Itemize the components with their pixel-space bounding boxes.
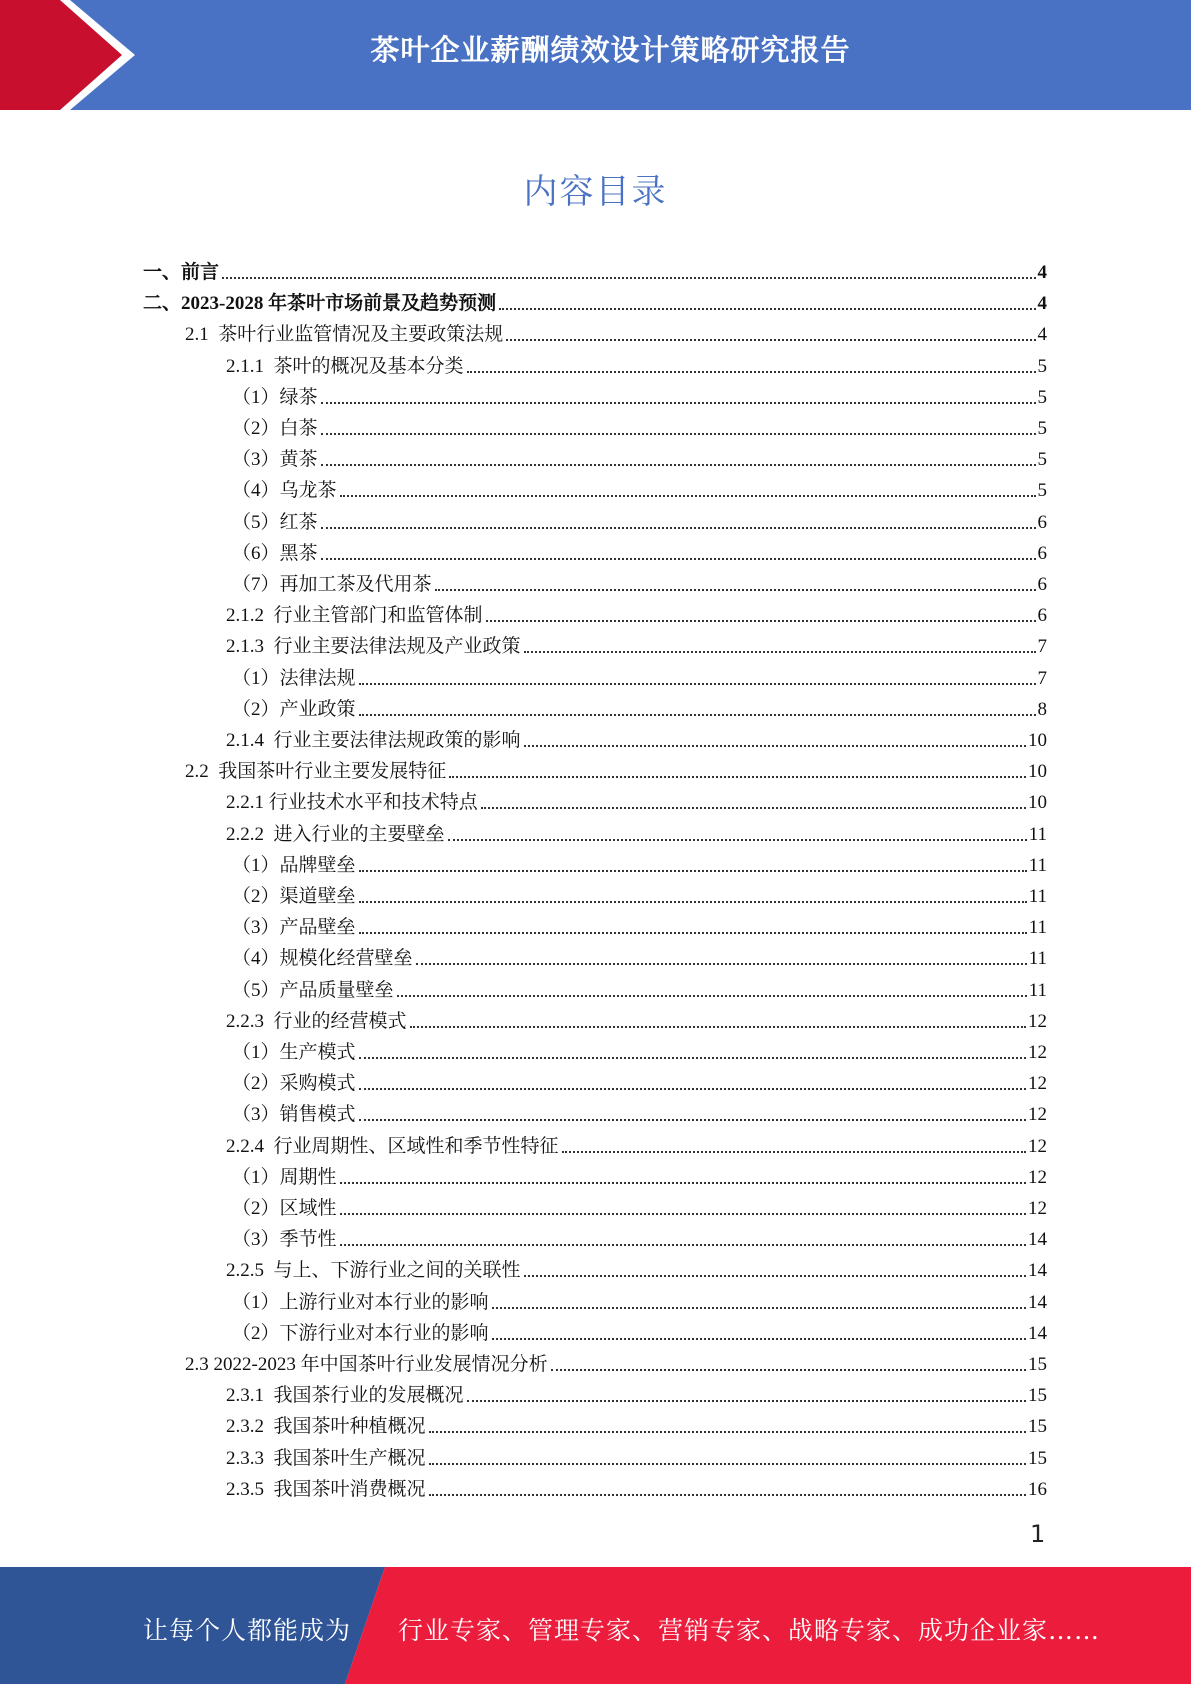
toc-entry-page: 10: [1028, 730, 1047, 751]
toc-dot-leader: [222, 277, 1035, 279]
toc-entry[interactable]: [232, 660, 1047, 691]
toc-entry-page: 14: [1028, 1229, 1047, 1251]
toc-entry-page: 11: [1028, 979, 1047, 1001]
toc-dot-leader: [492, 1307, 1026, 1309]
toc-entry-page: 12: [1028, 1135, 1047, 1157]
toc-entry-page: 15: [1028, 1416, 1047, 1438]
toc-entry-page: 4: [1037, 293, 1047, 315]
toc-entry[interactable]: [232, 909, 1047, 940]
toc-dot-leader: [359, 870, 1027, 872]
toc-entry-page: 4: [1037, 262, 1047, 283]
toc-entry[interactable]: [226, 722, 1047, 753]
toc-entry[interactable]: [232, 1284, 1047, 1315]
toc-entry-label: 2.2.2 进入行业的主要壁垒: [226, 823, 445, 845]
toc-entry-label: （5）产品质量壁垒: [232, 979, 394, 1001]
toc-entry-label: 2.3.5 我国茶叶消费概况: [226, 1478, 426, 1500]
toc-entry[interactable]: [226, 597, 1047, 628]
report-title: 茶叶企业薪酬绩效设计策略研究报告: [370, 33, 851, 67]
toc-dot-leader: [551, 1369, 1026, 1371]
toc-entry-page: 12: [1028, 1010, 1047, 1032]
toc-entry-page: 12: [1028, 1104, 1047, 1126]
toc-entry[interactable]: [226, 784, 1047, 815]
toc-dot-leader: [340, 495, 1036, 497]
toc-entry-page: 6: [1037, 605, 1047, 627]
toc-entry[interactable]: [226, 1440, 1047, 1471]
toc-entry-page: 11: [1028, 917, 1047, 939]
toc-entry[interactable]: [232, 535, 1047, 566]
toc-entry-label: 2.3.2 我国茶叶种植概况: [226, 1416, 426, 1438]
toc-entry[interactable]: [185, 1346, 1047, 1377]
toc-entry-label: （3）黄茶: [232, 449, 318, 471]
toc-dot-leader: [416, 963, 1027, 965]
toc-entry[interactable]: [232, 441, 1047, 472]
toc-entry-page: 11: [1028, 948, 1047, 970]
toc-dot-leader: [359, 714, 1036, 716]
toc-entry-page: 15: [1028, 1385, 1047, 1407]
toc-entry-page: 11: [1028, 854, 1047, 876]
toc-entry-page: 5: [1037, 386, 1047, 408]
toc-dot-leader: [449, 776, 1026, 778]
toc-entry-label: （7）再加工茶及代用茶: [232, 574, 432, 595]
report-footer: [0, 1567, 1191, 1684]
toc-entry-label: 2.3.1 我国茶行业的发展概况: [226, 1385, 464, 1407]
toc-entry[interactable]: [232, 940, 1047, 971]
toc-entry[interactable]: [232, 878, 1047, 909]
toc-entry[interactable]: [226, 1377, 1047, 1408]
toc-dot-leader: [359, 932, 1027, 934]
toc-entry-label: （1）生产模式: [232, 1042, 356, 1063]
toc-dot-leader: [435, 589, 1036, 591]
toc-entry-page: 10: [1028, 761, 1047, 783]
toc-entry[interactable]: [232, 410, 1047, 441]
toc-dot-leader: [492, 1338, 1026, 1340]
toc-entry-label: （3）销售模式: [232, 1104, 356, 1126]
toc-entry[interactable]: [226, 1252, 1047, 1283]
toc-entry-label: （6）黑茶: [232, 542, 318, 564]
toc-dot-leader: [486, 620, 1036, 622]
toc-dot-leader: [359, 901, 1027, 903]
toc-dot-leader: [397, 995, 1027, 997]
toc-entry[interactable]: [226, 1408, 1047, 1439]
toc-entry-label: 2.2.5 与上、下游行业之间的关联性: [226, 1260, 521, 1282]
toc-entry-label: （3）产品壁垒: [232, 917, 356, 939]
footer-slogan-right: 行业专家、管理专家、营销专家、战略专家、成功企业家……: [398, 1616, 1101, 1645]
toc-entry-page: 5: [1037, 480, 1047, 502]
toc-entry-page: 5: [1037, 418, 1047, 439]
toc-entry-label: （4）规模化经营壁垒: [232, 948, 413, 970]
toc-entry-page: 5: [1037, 355, 1047, 377]
toc-entry-label: （1）上游行业对本行业的影响: [232, 1291, 489, 1313]
toc-entry-page: 15: [1028, 1447, 1047, 1469]
toc-entry[interactable]: [232, 847, 1047, 878]
toc-entry-label: 2.1.3 行业主要法律法规及产业政策: [226, 636, 521, 658]
toc-entry[interactable]: [226, 628, 1047, 659]
toc-entry-page: 8: [1037, 698, 1047, 720]
toc-dot-leader: [429, 1494, 1026, 1496]
toc-entry[interactable]: [185, 316, 1047, 347]
toc-dot-leader: [359, 1088, 1026, 1090]
toc-dot-leader: [481, 807, 1026, 809]
toc-entry-page: 14: [1028, 1322, 1047, 1344]
page-number: 1: [1030, 1520, 1046, 1548]
toc-entry-label: （2）产业政策: [232, 698, 356, 720]
toc-dot-leader: [506, 339, 1035, 341]
toc-entry[interactable]: [232, 1221, 1047, 1252]
toc-entry-label: （2）白茶: [232, 418, 318, 439]
toc-entry-label: 2.2.1 行业技术水平和技术特点: [226, 792, 478, 814]
toc-dot-leader: [499, 308, 1035, 310]
toc-entry[interactable]: [226, 348, 1047, 379]
toc-entry[interactable]: [232, 1190, 1047, 1221]
toc-entry-page: 10: [1028, 792, 1047, 814]
toc-dot-leader: [524, 745, 1026, 747]
toc-entry-page: 6: [1037, 574, 1047, 595]
toc-entry-page: 12: [1028, 1042, 1047, 1063]
toc-entry[interactable]: [232, 1065, 1047, 1096]
toc-entry[interactable]: [232, 972, 1047, 1003]
toc-entry[interactable]: [232, 1159, 1047, 1190]
toc-entry-page: 12: [1028, 1166, 1047, 1188]
toc-entry-label: 二、2023-2028 年茶叶市场前景及趋势预测: [143, 293, 497, 315]
toc-entry-label: 2.2.3 行业的经营模式: [226, 1010, 407, 1032]
toc-dot-leader: [321, 558, 1036, 560]
toc-entry[interactable]: [232, 379, 1047, 410]
toc-entry-page: 14: [1028, 1260, 1047, 1282]
toc-dot-leader: [429, 1463, 1026, 1465]
toc-dot-leader: [467, 1400, 1026, 1402]
toc-entry-page: 14: [1028, 1291, 1047, 1313]
toc-entry[interactable]: [185, 753, 1047, 784]
toc-entry-label: （2）采购模式: [232, 1073, 356, 1095]
toc-entry-page: 5: [1037, 449, 1047, 471]
toc-entry-label: 2.1 茶叶行业监管情况及主要政策法规: [185, 324, 504, 346]
toc-dot-leader: [410, 1026, 1026, 1028]
toc-dot-leader: [448, 839, 1027, 841]
toc-dot-leader: [321, 527, 1036, 529]
toc-entry[interactable]: [226, 1128, 1047, 1159]
toc-entry-label: （1）绿茶: [232, 386, 318, 408]
toc-dot-leader: [321, 433, 1036, 435]
toc-dot-leader: [524, 1275, 1026, 1277]
toc-entry-label: 2.1.1 茶叶的概况及基本分类: [226, 355, 464, 377]
toc-entry-label: 2.3 2022-2023 年中国茶叶行业发展情况分析: [185, 1354, 548, 1375]
toc-dot-leader: [562, 1151, 1026, 1153]
toc-entry-page: 15: [1028, 1354, 1047, 1375]
toc-entry-label: 2.1.2 行业主管部门和监管体制: [226, 605, 483, 627]
toc-entry-page: 16: [1028, 1478, 1047, 1500]
toc-dot-leader: [359, 1119, 1026, 1121]
toc-entry-page: 4: [1037, 324, 1047, 346]
toc-dot-leader: [321, 464, 1036, 466]
toc-entry-label: （1）周期性: [232, 1166, 337, 1188]
toc-dot-leader: [429, 1431, 1026, 1433]
toc-entry-page: 11: [1028, 886, 1047, 907]
report-header: [0, 0, 1191, 110]
toc-entry-page: 11: [1028, 823, 1047, 845]
toc-entry-page: 6: [1037, 511, 1047, 533]
toc-entry[interactable]: [226, 816, 1047, 847]
toc-dot-leader: [359, 1057, 1026, 1059]
toc-entry[interactable]: [232, 1315, 1047, 1346]
toc-entry-page: 7: [1037, 636, 1047, 658]
toc-entry[interactable]: [226, 1471, 1047, 1502]
toc-dot-leader: [524, 651, 1036, 653]
toc-entry-label: 2.2 我国茶叶行业主要发展特征: [185, 761, 447, 783]
toc-entry-page: 12: [1028, 1198, 1047, 1219]
toc-entry-label: （3）季节性: [232, 1229, 337, 1251]
toc-dot-leader: [340, 1244, 1026, 1246]
toc-entry-label: （4）乌龙茶: [232, 480, 337, 502]
toc-entry[interactable]: [143, 285, 1047, 316]
toc-entry-page: 12: [1028, 1073, 1047, 1095]
toc-entry-label: （5）红茶: [232, 511, 318, 533]
toc-entry[interactable]: [143, 254, 1047, 285]
toc-entry[interactable]: [226, 1003, 1047, 1034]
toc-entry[interactable]: [232, 566, 1047, 597]
toc-entry[interactable]: [232, 472, 1047, 503]
toc-entry-label: 2.2.4 行业周期性、区域性和季节性特征: [226, 1135, 559, 1157]
toc-entry-label: 2.1.4 行业主要法律法规政策的影响: [226, 730, 521, 751]
toc-entry[interactable]: [232, 691, 1047, 722]
toc-dot-leader: [340, 1213, 1026, 1215]
toc-entry[interactable]: [232, 1034, 1047, 1065]
toc-dot-leader: [321, 402, 1036, 404]
toc-entry[interactable]: [232, 504, 1047, 535]
toc-entry-label: 2.3.3 我国茶叶生产概况: [226, 1447, 426, 1469]
toc-entry[interactable]: [232, 1096, 1047, 1127]
toc-entry-page: 6: [1037, 542, 1047, 564]
footer-slogan-left: 让每个人都能成为: [143, 1616, 352, 1645]
toc-entry-label: （2）下游行业对本行业的影响: [232, 1322, 489, 1344]
toc-title: 内容目录: [523, 172, 668, 212]
toc-entry-label: 一、前言: [143, 262, 220, 283]
toc-entry-label: （1）法律法规: [232, 667, 356, 689]
toc-dot-leader: [359, 683, 1036, 685]
toc-entry-label: （2）渠道壁垒: [232, 886, 356, 907]
toc-dot-leader: [340, 1182, 1026, 1184]
toc-entry-label: （2）区域性: [232, 1198, 337, 1219]
toc-entry-label: （1）品牌壁垒: [232, 854, 356, 876]
toc-entry-page: 7: [1037, 667, 1047, 689]
toc-dot-leader: [467, 371, 1036, 373]
